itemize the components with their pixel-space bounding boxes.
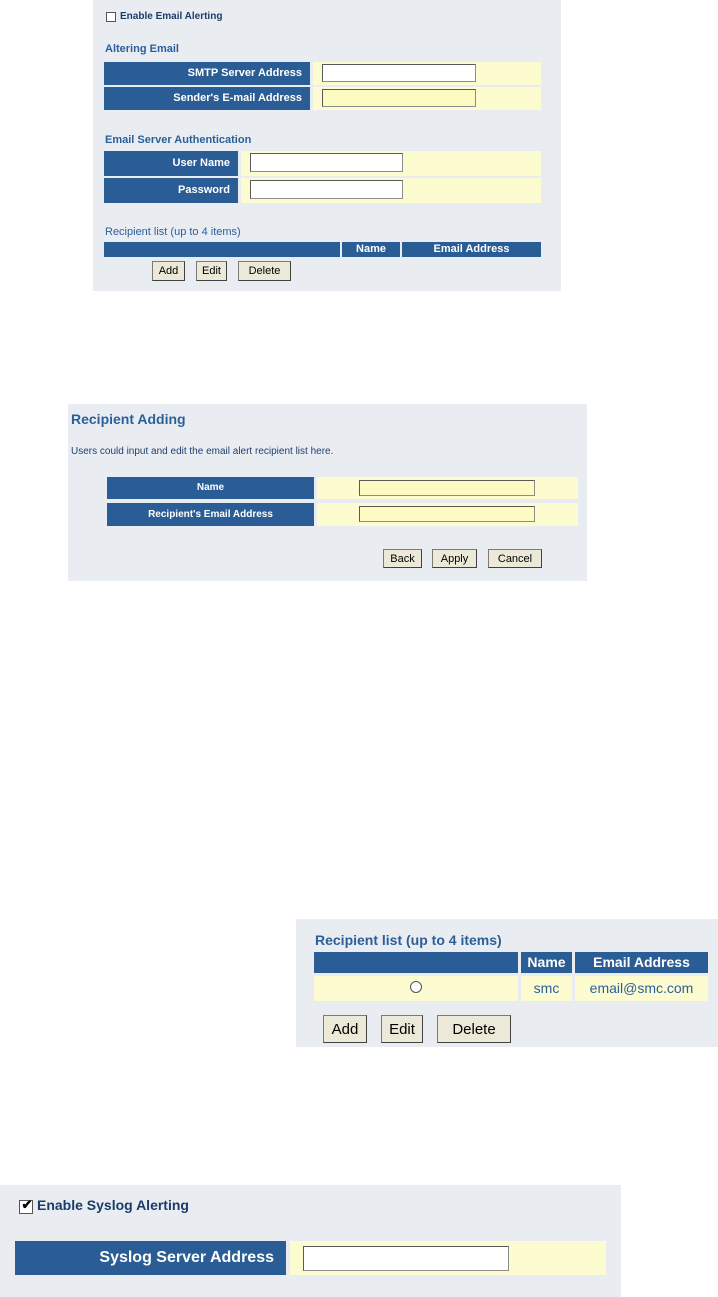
- auth-title: Email Server Authentication: [105, 134, 252, 146]
- password-input[interactable]: [250, 180, 403, 199]
- row-radio[interactable]: [410, 981, 422, 993]
- back-button[interactable]: Back: [383, 549, 422, 568]
- recipient-name-column-header: Name: [342, 242, 400, 257]
- table-row-name: smc: [521, 976, 572, 1001]
- syslog-alerting-panel: [0, 1185, 621, 1297]
- recipient-name-input[interactable]: [359, 480, 535, 496]
- recipient-list-title-large: Recipient list (up to 4 items): [315, 932, 502, 948]
- sender-email-input[interactable]: [322, 89, 476, 107]
- password-label: Password: [104, 178, 238, 203]
- recipient-list-panel: [296, 919, 718, 1047]
- select-column-header: [314, 952, 518, 973]
- edit-button-large[interactable]: Edit: [381, 1015, 423, 1043]
- table-row-email: email@smc.com: [575, 976, 708, 1001]
- syslog-server-input[interactable]: [303, 1246, 509, 1271]
- recipient-adding-panel: [68, 404, 587, 581]
- enable-email-checkbox[interactable]: [106, 12, 116, 22]
- syslog-server-label: Syslog Server Address: [15, 1241, 286, 1275]
- username-input[interactable]: [250, 153, 403, 172]
- email-alerting-panel: [93, 0, 561, 291]
- table-row-select-cell: [314, 976, 518, 1001]
- recipient-email-input[interactable]: [359, 506, 535, 522]
- enable-syslog-checkbox[interactable]: [19, 1197, 33, 1214]
- cancel-button[interactable]: Cancel: [488, 549, 542, 568]
- add-button[interactable]: Add: [152, 261, 185, 281]
- recipient-name-label: Name: [107, 477, 314, 499]
- recipient-list-title: Recipient list (up to 4 items): [105, 226, 241, 238]
- recipient-adding-description: Users could input and edit the email alert recipient list here.: [71, 446, 334, 457]
- recipient-email-label: Recipient's Email Address: [107, 503, 314, 526]
- delete-button-large[interactable]: Delete: [437, 1015, 511, 1043]
- recipient-adding-title: Recipient Adding: [71, 411, 186, 427]
- check-icon: ✔: [21, 1197, 33, 1212]
- recipient-select-column-header: [104, 242, 340, 257]
- delete-button[interactable]: Delete: [238, 261, 291, 281]
- smtp-server-input[interactable]: [322, 64, 476, 82]
- sender-label: Sender's E-mail Address: [104, 87, 310, 110]
- email-column-header: Email Address: [575, 952, 708, 973]
- edit-button[interactable]: Edit: [196, 261, 227, 281]
- enable-email-label: Enable Email Alerting: [120, 11, 223, 22]
- name-column-header: Name: [521, 952, 572, 973]
- smtp-label: SMTP Server Address: [104, 62, 310, 85]
- add-button-large[interactable]: Add: [323, 1015, 367, 1043]
- alerting-email-title: Altering Email: [105, 43, 179, 55]
- apply-button[interactable]: Apply: [432, 549, 477, 568]
- recipient-email-column-header: Email Address: [402, 242, 541, 257]
- enable-syslog-label: Enable Syslog Alerting: [37, 1197, 189, 1213]
- username-label: User Name: [104, 151, 238, 176]
